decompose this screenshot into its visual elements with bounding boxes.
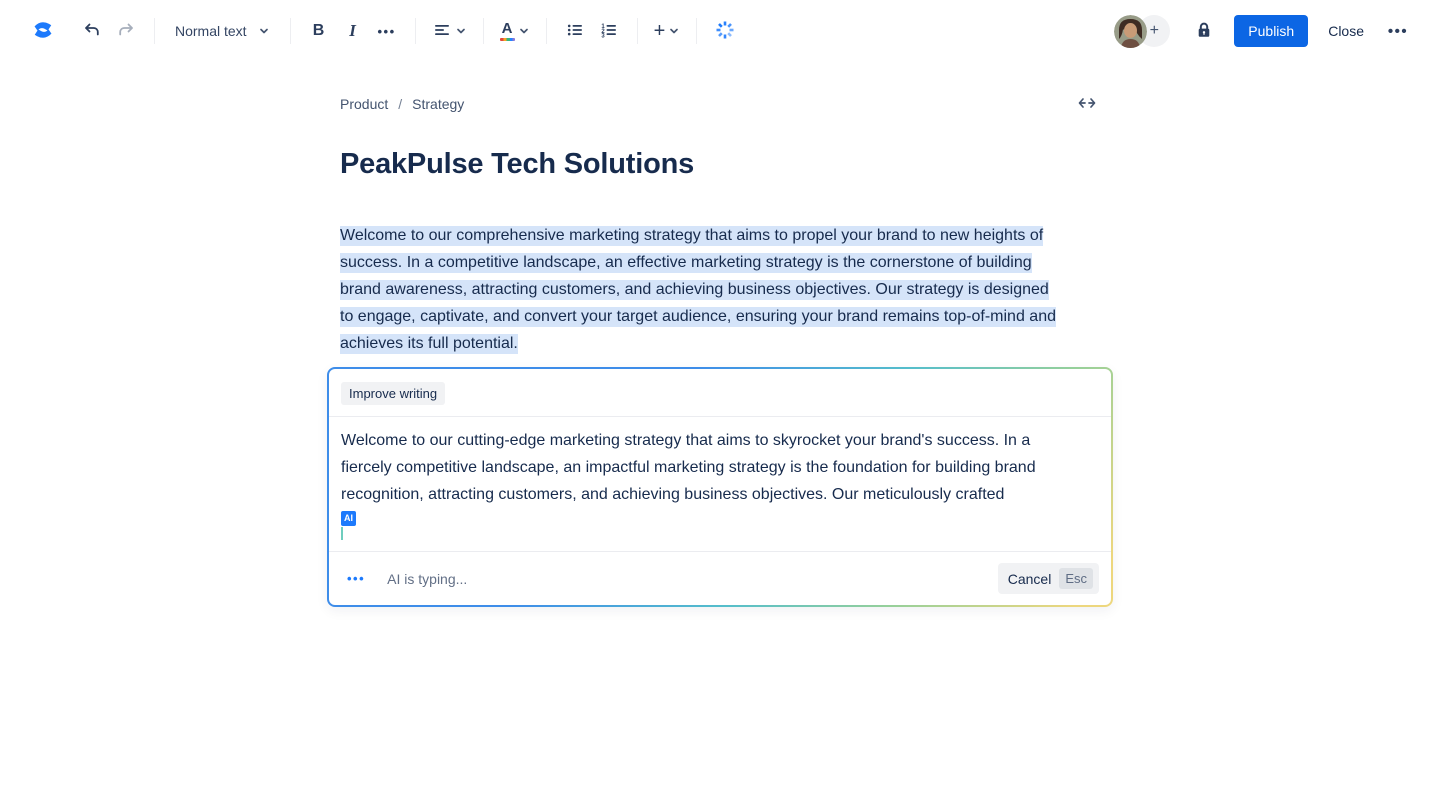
text-style-label: Normal text bbox=[175, 23, 247, 39]
add-people-plus-icon: + bbox=[1149, 22, 1159, 39]
confluence-logo[interactable] bbox=[26, 15, 60, 47]
selected-text-line: Welcome to our comprehensive marketing strategy that aims to propel your brand to new heights of bbox=[340, 227, 1044, 244]
selected-text-line: achieves its full potential. bbox=[340, 335, 518, 352]
toolbar-divider bbox=[637, 18, 638, 44]
close-button[interactable]: Close bbox=[1318, 15, 1374, 47]
ai-prompt-chip[interactable]: Improve writing bbox=[341, 382, 445, 405]
breadcrumb-item-strategy[interactable]: Strategy bbox=[412, 96, 465, 112]
numbered-list-icon bbox=[599, 20, 619, 43]
breadcrumb-item-product[interactable]: Product bbox=[340, 96, 389, 112]
selected-text-line: success. In a competitive landscape, an effective marketing strategy is the cornerstone of building bbox=[340, 254, 1032, 271]
ai-loading-button[interactable] bbox=[709, 15, 741, 47]
cancel-label: Cancel bbox=[1007, 570, 1052, 587]
italic-icon: I bbox=[349, 21, 356, 40]
restrictions-button[interactable] bbox=[1188, 15, 1220, 47]
redo-button[interactable] bbox=[110, 15, 142, 47]
selected-text-line: to engage, captivate, and convert your target audience, ensuring your brand remains top-of-mind and bbox=[340, 308, 1056, 325]
svg-text:2: 2 bbox=[600, 28, 605, 35]
editor-canvas bbox=[340, 90, 1100, 607]
bullet-list-button[interactable] bbox=[559, 15, 591, 47]
redo-icon bbox=[116, 20, 136, 43]
confluence-logo-icon bbox=[30, 17, 56, 46]
lock-icon bbox=[1194, 20, 1214, 43]
ai-status-text: AI is typing... bbox=[387, 570, 468, 587]
ai-spinner-icon bbox=[713, 18, 737, 45]
selected-paragraph[interactable] bbox=[340, 222, 1100, 357]
ai-more-options-button[interactable]: ••• bbox=[343, 567, 369, 590]
expand-width-icon bbox=[1078, 97, 1096, 112]
chevron-down-icon bbox=[518, 25, 530, 37]
text-color-dropdown[interactable] bbox=[496, 15, 534, 47]
ai-text-line: Welcome to our cutting-edge marketing strategy that aims to skyrocket your brand's success. In a bbox=[341, 432, 1031, 449]
plus-icon: + bbox=[653, 20, 666, 42]
align-left-icon bbox=[432, 20, 452, 43]
ai-generated-text bbox=[329, 417, 1111, 551]
ai-text-line: fiercely competitive landscape, an impactful marketing strategy is the foundation for building brand bbox=[341, 459, 1036, 476]
svg-text:1: 1 bbox=[600, 23, 605, 30]
bullet-list-icon bbox=[565, 20, 585, 43]
toolbar-divider bbox=[483, 18, 484, 44]
toolbar-divider bbox=[290, 18, 291, 44]
ai-typing-caret bbox=[341, 527, 343, 540]
toolbar-divider bbox=[415, 18, 416, 44]
esc-key-hint: Esc bbox=[1059, 568, 1093, 589]
text-style-dropdown[interactable] bbox=[167, 15, 278, 47]
toolbar-divider bbox=[154, 18, 155, 44]
italic-button[interactable] bbox=[337, 15, 369, 47]
ai-cursor-badge: AI bbox=[341, 511, 356, 526]
more-actions-button[interactable] bbox=[1382, 15, 1414, 47]
full-width-toggle-button[interactable] bbox=[1074, 93, 1100, 116]
editor-toolbar bbox=[0, 0, 1440, 62]
svg-text:3: 3 bbox=[600, 33, 605, 39]
insert-dropdown[interactable] bbox=[650, 15, 685, 47]
selected-text-line: brand awareness, attracting customers, and achieving business objectives. Our strategy is designed bbox=[340, 281, 1049, 298]
ai-panel bbox=[327, 367, 1113, 607]
undo-button[interactable] bbox=[76, 15, 108, 47]
cancel-button[interactable] bbox=[998, 563, 1099, 594]
toolbar-divider bbox=[546, 18, 547, 44]
toolbar-divider bbox=[696, 18, 697, 44]
ai-text-line: recognition, attracting customers, and achieving business objectives. Our meticulously crafted bbox=[341, 486, 1005, 503]
bold-button[interactable] bbox=[303, 15, 335, 47]
page-title[interactable]: PeakPulse Tech Solutions bbox=[340, 148, 695, 180]
alignment-dropdown[interactable] bbox=[428, 15, 471, 47]
user-avatar[interactable] bbox=[1114, 15, 1147, 48]
ai-panel-footer bbox=[329, 552, 1111, 605]
ai-panel-header bbox=[329, 369, 1111, 416]
breadcrumb bbox=[340, 90, 1100, 118]
more-formatting-icon: ••• bbox=[377, 23, 396, 39]
numbered-list-button[interactable] bbox=[593, 15, 625, 47]
publish-button[interactable]: Publish bbox=[1234, 15, 1308, 47]
more-formatting-button[interactable] bbox=[371, 15, 403, 47]
breadcrumb-separator: / bbox=[398, 96, 403, 112]
chevron-down-icon bbox=[668, 25, 680, 37]
more-actions-icon: ••• bbox=[1387, 22, 1409, 40]
chevron-down-icon bbox=[258, 25, 270, 37]
bold-icon: B bbox=[312, 22, 325, 39]
text-color-icon: A bbox=[500, 21, 515, 41]
chevron-down-icon bbox=[455, 25, 467, 37]
undo-icon bbox=[82, 20, 102, 43]
